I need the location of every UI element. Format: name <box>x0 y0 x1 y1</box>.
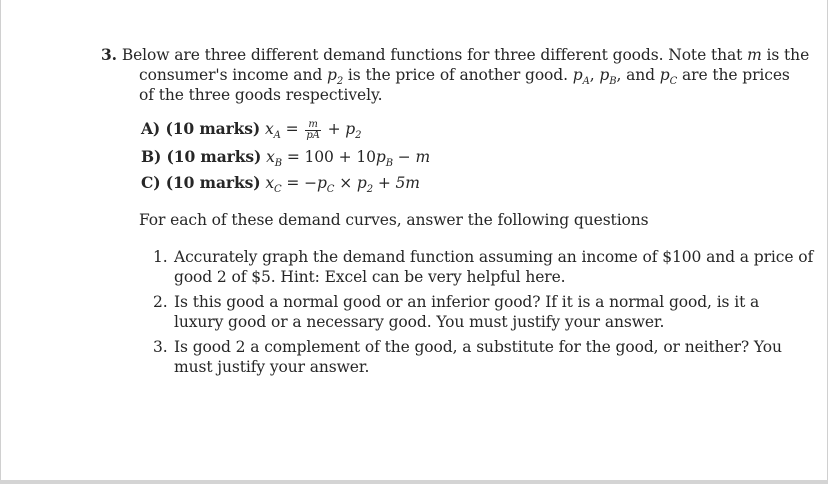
function-b-rest-sub: B <box>385 158 393 170</box>
function-a-fraction <box>305 120 320 141</box>
function-b-rest: p <box>375 148 386 166</box>
instruction-text: For each of these demand curves, answer the following questions <box>139 211 649 229</box>
question-number: 3. <box>101 45 117 64</box>
intro-and: and <box>626 66 655 84</box>
item-2-line-1: Is this good a normal good or an inferior good? If it is a normal good, is it a <box>174 293 760 311</box>
item-1-number: 1. <box>153 248 168 266</box>
fraction-numerator: m <box>305 120 320 131</box>
function-c-lhs: x <box>265 174 274 192</box>
function-a-lhs: x <box>265 120 274 138</box>
intro-pB: p <box>599 66 610 84</box>
intro-text-2-start: consumer's income and <box>139 66 323 84</box>
intro-text-2-end: are the prices <box>682 66 790 84</box>
function-a-rest-sub: 2 <box>355 130 362 142</box>
intro-pA: p <box>572 66 583 84</box>
item-2-line-2: luxury good or a necessary good. You must justify your answer. <box>174 313 665 331</box>
function-c-rest-sub: C <box>326 184 335 196</box>
function-c <box>141 173 420 200</box>
item-3-number: 3. <box>153 338 168 356</box>
question-line-3 <box>139 85 382 105</box>
intro-m: m <box>747 46 762 64</box>
intro-pA-sub: A <box>582 76 590 88</box>
function-c-lhs-sub: C <box>273 184 282 196</box>
intro-text-1-end: is the <box>766 46 810 64</box>
function-b-eq: = 100 + 10 <box>286 148 376 166</box>
intro-text-1: Below are three different demand functions for three different goods. Note that <box>121 46 743 64</box>
function-b-tail: − m <box>397 148 431 166</box>
intro-text-3: of the three goods respectively. <box>139 86 383 104</box>
function-a-lhs-sub: A <box>273 130 281 142</box>
function-a-rest: + p <box>327 120 356 138</box>
question-line-1 <box>101 45 809 65</box>
item-3-line-1: Is good 2 a complement of the good, a substitute for the good, or neither? You <box>174 338 782 356</box>
function-c-label: C) (10 marks) <box>141 173 261 192</box>
function-c-tail: × p <box>339 174 367 192</box>
item-1-line-2: good 2 of $5. Hint: Excel can be very helpful here. <box>174 268 566 286</box>
function-c-tail-sub: 2 <box>366 184 373 196</box>
fraction-denominator: pA <box>306 129 320 141</box>
function-c-eq: = − <box>286 174 317 192</box>
item-2-number: 2. <box>153 293 168 311</box>
intro-p2: p <box>326 66 337 84</box>
question-line-2: consumer's income and $p_2$ is the price of another good. $p_A$, $p_B$, and $p_C$ are the prices <box>139 66 790 88</box>
function-a-eq: = <box>285 120 299 138</box>
intro-text-2-mid: is the price of another good. <box>347 66 568 84</box>
function-b <box>141 147 430 174</box>
intro-pB-sub: B <box>609 76 617 88</box>
function-b-lhs: x <box>266 148 275 166</box>
item-3-line-2: must justify your answer. <box>174 358 370 376</box>
function-b-label: B) (10 marks) <box>141 147 262 166</box>
function-c-tail2: + 5m <box>377 174 420 192</box>
intro-pC-sub: C <box>669 76 678 88</box>
function-c-rest: p <box>316 174 327 192</box>
item-1-line-1: Accurately graph the demand function assuming an income of $100 and a price of <box>174 248 814 266</box>
function-b-lhs-sub: B <box>274 158 282 170</box>
page-left-border <box>0 0 1 484</box>
function-a <box>141 119 361 146</box>
function-a-label: A) (10 marks) <box>141 119 261 138</box>
intro-pC: p <box>659 66 670 84</box>
bottom-edge-bar <box>0 480 828 484</box>
intro-p2-sub: 2 <box>336 76 344 88</box>
